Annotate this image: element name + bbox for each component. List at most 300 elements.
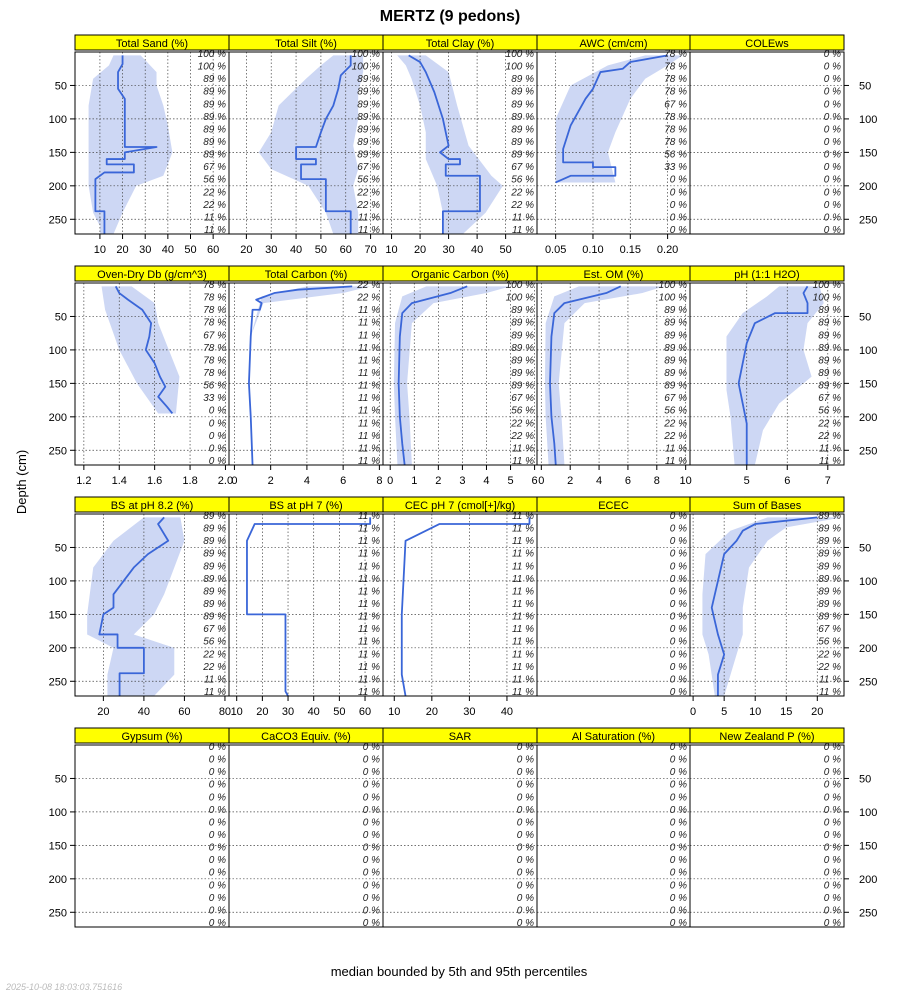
percent-label: 0 % xyxy=(669,817,687,829)
x-tick-label: 15 xyxy=(780,706,793,718)
percentile-band xyxy=(397,55,503,234)
percent-label: 89 % xyxy=(511,99,534,111)
percent-label: 89 % xyxy=(818,586,841,598)
percent-label: 0 % xyxy=(516,867,534,879)
percent-label: 100 % xyxy=(658,280,687,291)
percent-label: 0 % xyxy=(669,792,687,804)
percent-label: 67 % xyxy=(818,624,841,636)
y-tick-label: 150 xyxy=(48,840,67,853)
x-tick-label: 2 xyxy=(267,475,274,487)
percent-label: 0 % xyxy=(669,536,687,548)
percent-label: 11 % xyxy=(357,355,380,367)
y-tick-label: 100 xyxy=(48,806,67,819)
y-tick-label: 250 xyxy=(859,676,878,689)
percent-label: 0 % xyxy=(669,767,687,779)
x-tick-label: 1.4 xyxy=(111,475,127,487)
percent-label: 89 % xyxy=(818,355,841,367)
percent-label: 22 % xyxy=(203,649,226,661)
percent-label: 0 % xyxy=(823,212,841,224)
x-tick-label: 20 xyxy=(116,244,129,256)
percent-label: 78 % xyxy=(664,61,687,73)
panel-frame xyxy=(537,514,690,696)
percent-label: 11 % xyxy=(357,636,380,648)
percent-label: 67 % xyxy=(203,330,226,342)
percent-label: 78 % xyxy=(664,49,687,60)
percentile-band xyxy=(89,55,173,234)
percent-label: 0 % xyxy=(669,779,687,791)
percent-label: 78 % xyxy=(664,137,687,148)
percent-label: 0 % xyxy=(669,624,687,636)
percent-label: 89 % xyxy=(818,305,841,317)
x-tick-label: 20 xyxy=(240,244,253,256)
percent-label: 0 % xyxy=(516,905,534,917)
percent-label: 0 % xyxy=(208,456,226,467)
percent-label: 56 % xyxy=(511,405,534,417)
percent-label: 56 % xyxy=(203,380,226,392)
percent-label: 0 % xyxy=(823,817,841,829)
percent-label: 67 % xyxy=(818,393,841,405)
percent-label: 11 % xyxy=(511,536,534,548)
y-tick-label: 200 xyxy=(859,411,878,424)
percent-label: 0 % xyxy=(208,918,226,929)
panel-frame xyxy=(690,52,844,234)
panel-strip-label: CEC pH 7 (cmol[+]/kg) xyxy=(404,500,516,512)
percentile-band xyxy=(87,517,184,696)
percent-label: 22 % xyxy=(203,187,226,199)
percent-label: 0 % xyxy=(823,918,841,929)
percent-label: 11 % xyxy=(357,661,380,673)
percent-label: 78 % xyxy=(203,355,226,367)
percent-label: 56 % xyxy=(203,174,226,186)
percent-label: 0 % xyxy=(669,830,687,841)
panel-strip-label: AWC (cm/cm) xyxy=(579,38,648,50)
x-tick-label: 0 xyxy=(387,475,394,487)
percent-label: 11 % xyxy=(357,561,380,573)
percent-label: 11 % xyxy=(511,212,534,224)
percent-label: 89 % xyxy=(664,305,687,317)
percent-label: 11 % xyxy=(357,456,380,467)
percent-label: 89 % xyxy=(664,368,687,379)
percent-label: 89 % xyxy=(664,355,687,367)
panel xyxy=(383,728,537,929)
percent-label: 78 % xyxy=(203,292,226,304)
percent-label: 89 % xyxy=(203,511,226,522)
percent-label: 0 % xyxy=(669,636,687,648)
percent-label: 0 % xyxy=(669,573,687,585)
chart-title: MERTZ (9 pedons) xyxy=(379,8,521,25)
y-tick-label: 100 xyxy=(859,344,878,357)
x-tick-label: 6 xyxy=(531,475,538,487)
x-tick-label: 80 xyxy=(218,706,232,718)
percent-label: 89 % xyxy=(203,111,226,123)
percent-label: 11 % xyxy=(203,687,226,698)
percentile-band xyxy=(545,286,664,465)
panel-strip-label: Oven-Dry Db (g/cm^3) xyxy=(97,269,207,281)
percent-label: 22 % xyxy=(203,199,226,211)
percent-label: 0 % xyxy=(208,880,226,892)
percent-label: 89 % xyxy=(818,368,841,379)
percent-label: 0 % xyxy=(669,523,687,535)
percent-label: 11 % xyxy=(357,573,380,585)
percent-label: 89 % xyxy=(818,511,841,522)
percent-label: 89 % xyxy=(511,86,534,98)
panel xyxy=(75,35,229,256)
percent-label: 100 % xyxy=(505,61,534,73)
panel-frame xyxy=(75,745,229,927)
panel xyxy=(537,266,692,487)
x-tick-label: 6 xyxy=(784,475,791,487)
y-tick-label: 200 xyxy=(859,642,878,655)
percentile-band xyxy=(402,517,530,696)
panel-strip-label: BS at pH 7 (%) xyxy=(269,500,343,512)
percent-label: 11 % xyxy=(357,611,380,623)
percent-label: 11 % xyxy=(357,368,380,379)
percent-label: 89 % xyxy=(203,99,226,111)
percent-label: 100 % xyxy=(197,49,226,60)
percent-label: 89 % xyxy=(357,137,380,148)
percent-label: 0 % xyxy=(823,225,841,236)
percent-label: 0 % xyxy=(208,792,226,804)
percent-label: 0 % xyxy=(516,792,534,804)
percent-label: 89 % xyxy=(357,86,380,98)
percent-label: 100 % xyxy=(812,280,841,291)
percent-label: 11 % xyxy=(511,599,534,610)
x-tick-label: 40 xyxy=(470,244,484,256)
percent-label: 0 % xyxy=(362,804,380,816)
x-tick-label: 0.05 xyxy=(544,244,567,256)
x-tick-label: 2.0 xyxy=(217,475,234,487)
percent-label: 33 % xyxy=(203,393,226,405)
percent-label: 89 % xyxy=(818,536,841,548)
y-tick-label: 100 xyxy=(859,575,878,588)
percent-label: 0 % xyxy=(669,918,687,929)
panel xyxy=(690,497,844,718)
panel xyxy=(383,35,537,256)
x-tick-label: 20 xyxy=(425,706,438,718)
percent-label: 0 % xyxy=(669,199,687,211)
panel-strip-label: Sum of Bases xyxy=(732,500,802,512)
percent-label: 0 % xyxy=(823,792,841,804)
y-tick-label: 200 xyxy=(48,411,67,424)
percent-label: 89 % xyxy=(203,74,226,86)
percent-label: 67 % xyxy=(664,393,687,405)
x-tick-label: 1.8 xyxy=(182,475,198,487)
percent-label: 0 % xyxy=(516,767,534,779)
panel-strip-label: CaCO3 Equiv. (%) xyxy=(261,731,351,743)
x-tick-label: 30 xyxy=(463,706,476,718)
percent-label: 0 % xyxy=(362,918,380,929)
percent-label: 0 % xyxy=(823,86,841,98)
percent-label: 11 % xyxy=(357,305,380,317)
percent-label: 89 % xyxy=(511,305,534,317)
y-tick-label: 50 xyxy=(54,542,67,555)
percent-label: 11 % xyxy=(664,443,687,455)
percent-label: 0 % xyxy=(669,561,687,573)
percent-label: 89 % xyxy=(818,599,841,610)
x-tick-label: 50 xyxy=(314,244,328,256)
percent-label: 0 % xyxy=(669,586,687,598)
percent-label: 0 % xyxy=(208,767,226,779)
percent-label: 89 % xyxy=(664,330,687,342)
percent-label: 89 % xyxy=(664,317,687,329)
percent-label: 78 % xyxy=(664,74,687,86)
y-tick-label: 50 xyxy=(54,311,67,324)
percent-label: 0 % xyxy=(669,880,687,892)
x-tick-label: 30 xyxy=(442,244,455,256)
percent-label: 0 % xyxy=(669,187,687,199)
percent-label: 11 % xyxy=(357,405,380,417)
percent-label: 0 % xyxy=(823,174,841,186)
x-tick-label: 0 xyxy=(690,706,697,718)
percent-label: 11 % xyxy=(818,456,841,467)
percent-label: 0 % xyxy=(362,779,380,791)
percent-label: 0 % xyxy=(669,687,687,698)
percent-label: 0 % xyxy=(823,111,841,123)
percent-label: 89 % xyxy=(511,368,534,379)
percent-label: 89 % xyxy=(511,342,534,354)
percent-label: 0 % xyxy=(208,830,226,841)
percent-label: 78 % xyxy=(203,342,226,354)
x-tick-label: 4 xyxy=(303,475,310,487)
x-tick-label: 1.2 xyxy=(76,475,92,487)
percent-label: 11 % xyxy=(357,599,380,610)
percent-label: 89 % xyxy=(203,561,226,573)
percent-label: 78 % xyxy=(664,86,687,98)
x-tick-label: 10 xyxy=(230,706,243,718)
y-tick-label: 150 xyxy=(48,378,67,391)
percent-label: 0 % xyxy=(208,867,226,879)
percent-label: 0 % xyxy=(208,742,226,753)
percent-label: 78 % xyxy=(203,317,226,329)
x-tick-label: 10 xyxy=(385,244,398,256)
x-tick-label: 4 xyxy=(483,475,490,487)
panel xyxy=(690,728,844,929)
percentile-band xyxy=(394,286,511,465)
percent-label: 89 % xyxy=(357,149,380,161)
percent-label: 89 % xyxy=(664,342,687,354)
percent-label: 0 % xyxy=(208,418,226,430)
percent-label: 56 % xyxy=(818,405,841,417)
percent-label: 89 % xyxy=(357,99,380,111)
panel-strip-label: pH (1:1 H2O) xyxy=(734,269,800,281)
percent-label: 11 % xyxy=(818,674,841,686)
percent-label: 100 % xyxy=(351,61,380,73)
percent-label: 11 % xyxy=(511,511,534,522)
median-line xyxy=(249,286,352,465)
y-tick-label: 250 xyxy=(48,445,67,458)
panel xyxy=(690,266,844,487)
percent-label: 0 % xyxy=(669,905,687,917)
percent-label: 11 % xyxy=(664,456,687,467)
percent-label: 0 % xyxy=(823,892,841,904)
x-tick-label: 2 xyxy=(567,475,574,487)
percent-label: 11 % xyxy=(511,573,534,585)
percentile-band xyxy=(247,517,370,696)
percent-label: 0 % xyxy=(823,880,841,892)
panel xyxy=(75,266,233,487)
percent-label: 78 % xyxy=(203,368,226,379)
percent-label: 89 % xyxy=(511,330,534,342)
percent-label: 78 % xyxy=(664,124,687,136)
percent-label: 89 % xyxy=(818,523,841,535)
percent-label: 89 % xyxy=(818,342,841,354)
percent-label: 0 % xyxy=(516,779,534,791)
percent-label: 0 % xyxy=(208,905,226,917)
x-tick-label: 3 xyxy=(459,475,466,487)
x-tick-label: 0 xyxy=(231,475,238,487)
percent-label: 89 % xyxy=(203,611,226,623)
percent-label: 11 % xyxy=(357,342,380,354)
percent-label: 0 % xyxy=(516,855,534,867)
percent-label: 0 % xyxy=(669,649,687,661)
percent-label: 67 % xyxy=(511,393,534,405)
x-tick-label: 60 xyxy=(358,706,372,718)
percent-label: 0 % xyxy=(362,817,380,829)
y-tick-label: 50 xyxy=(859,542,872,555)
panel xyxy=(690,35,844,236)
y-tick-label: 200 xyxy=(48,642,67,655)
percent-label: 0 % xyxy=(362,792,380,804)
percent-label: 0 % xyxy=(669,611,687,623)
percent-label: 0 % xyxy=(208,842,226,854)
y-tick-label: 250 xyxy=(48,214,67,227)
percent-label: 0 % xyxy=(208,892,226,904)
percent-label: 11 % xyxy=(357,317,380,329)
y-tick-label: 150 xyxy=(859,378,878,391)
percent-label: 11 % xyxy=(511,225,534,236)
x-tick-label: 60 xyxy=(339,244,352,256)
percent-label: 89 % xyxy=(818,548,841,560)
percent-label: 22 % xyxy=(357,292,380,304)
percent-label: 0 % xyxy=(669,548,687,560)
panel-strip-label: SAR xyxy=(448,731,472,743)
percent-label: 33 % xyxy=(664,162,687,174)
percent-label: 0 % xyxy=(823,754,841,766)
percent-label: 0 % xyxy=(208,855,226,867)
panel-strip-label: New Zealand P (%) xyxy=(719,731,815,743)
percent-label: 11 % xyxy=(357,523,380,535)
x-tick-label: 30 xyxy=(265,244,278,256)
panel xyxy=(537,35,690,256)
y-axis-title: Depth (cm) xyxy=(14,449,29,515)
y-tick-label: 200 xyxy=(859,180,878,193)
y-tick-label: 200 xyxy=(48,180,67,193)
percent-label: 11 % xyxy=(511,523,534,535)
x-tick-label: 20 xyxy=(811,706,824,718)
percent-label: 11 % xyxy=(511,456,534,467)
percent-label: 11 % xyxy=(511,443,534,455)
y-tick-label: 150 xyxy=(859,147,878,160)
percent-label: 89 % xyxy=(818,380,841,392)
percent-label: 0 % xyxy=(823,124,841,136)
percent-label: 11 % xyxy=(511,548,534,560)
panel-frame xyxy=(537,745,690,927)
panel-strip-label: ECEC xyxy=(598,500,629,512)
percent-label: 11 % xyxy=(357,443,380,455)
panel xyxy=(383,266,538,487)
percent-label: 11 % xyxy=(357,393,380,405)
percent-label: 0 % xyxy=(823,199,841,211)
y-tick-label: 150 xyxy=(859,609,878,622)
percent-label: 0 % xyxy=(669,511,687,522)
panel-strip-label: Total Sand (%) xyxy=(115,38,189,50)
percent-label: 89 % xyxy=(203,137,226,148)
x-tick-label: 4 xyxy=(596,475,603,487)
percent-label: 0 % xyxy=(669,842,687,854)
percent-label: 0 % xyxy=(823,74,841,86)
percent-label: 0 % xyxy=(823,187,841,199)
x-tick-label: 10 xyxy=(679,475,692,487)
percent-label: 0 % xyxy=(669,225,687,236)
panels-layer xyxy=(49,35,878,929)
panel xyxy=(229,497,383,718)
percent-label: 0 % xyxy=(362,842,380,854)
x-tick-label: 60 xyxy=(178,706,191,718)
percent-label: 11 % xyxy=(511,611,534,623)
percent-label: 22 % xyxy=(664,418,687,430)
panel-frame xyxy=(690,745,844,927)
x-tick-label: 20 xyxy=(413,244,427,256)
percent-label: 0 % xyxy=(823,162,841,174)
percent-label: 22 % xyxy=(357,187,380,199)
y-tick-label: 50 xyxy=(859,311,872,324)
percent-label: 11 % xyxy=(511,649,534,661)
y-tick-label: 200 xyxy=(859,873,878,886)
x-tick-label: 1 xyxy=(411,475,418,487)
percent-label: 11 % xyxy=(357,330,380,342)
percent-label: 11 % xyxy=(357,418,380,430)
y-tick-label: 100 xyxy=(48,575,67,588)
percent-label: 11 % xyxy=(357,586,380,598)
y-tick-label: 150 xyxy=(48,609,67,622)
x-tick-label: 70 xyxy=(364,244,377,256)
y-tick-label: 200 xyxy=(48,873,67,886)
percent-label: 0 % xyxy=(516,804,534,816)
percent-label: 11 % xyxy=(511,687,534,698)
y-tick-label: 250 xyxy=(48,907,67,920)
x-tick-label: 40 xyxy=(500,706,514,718)
percent-label: 0 % xyxy=(362,767,380,779)
percent-label: 22 % xyxy=(511,199,534,211)
y-tick-label: 150 xyxy=(859,840,878,853)
panel xyxy=(229,266,383,487)
percent-label: 11 % xyxy=(511,586,534,598)
percent-label: 89 % xyxy=(511,380,534,392)
percent-label: 11 % xyxy=(357,430,380,442)
percent-label: 0 % xyxy=(362,892,380,904)
x-tick-label: 7 xyxy=(824,475,831,487)
x-tick-label: 50 xyxy=(184,244,197,256)
panel-frame xyxy=(229,745,383,927)
x-tick-label: 2 xyxy=(435,475,442,487)
x-tick-label: 10 xyxy=(749,706,762,718)
percent-label: 89 % xyxy=(203,573,226,585)
percent-label: 56 % xyxy=(818,636,841,648)
percent-label: 22 % xyxy=(357,280,380,291)
x-tick-label: 1.6 xyxy=(147,475,163,487)
y-tick-label: 50 xyxy=(859,773,872,786)
percent-label: 22 % xyxy=(818,430,841,442)
timestamp: 2025-10-08 18:03:03.751616 xyxy=(6,982,123,992)
percent-label: 0 % xyxy=(208,405,226,417)
percent-label: 0 % xyxy=(823,867,841,879)
x-tick-label: 8 xyxy=(376,475,383,487)
x-tick-label: 6 xyxy=(624,475,631,487)
x-tick-label: 50 xyxy=(333,706,346,718)
median-line xyxy=(402,517,530,696)
percent-label: 89 % xyxy=(203,124,226,136)
percent-label: 0 % xyxy=(208,779,226,791)
